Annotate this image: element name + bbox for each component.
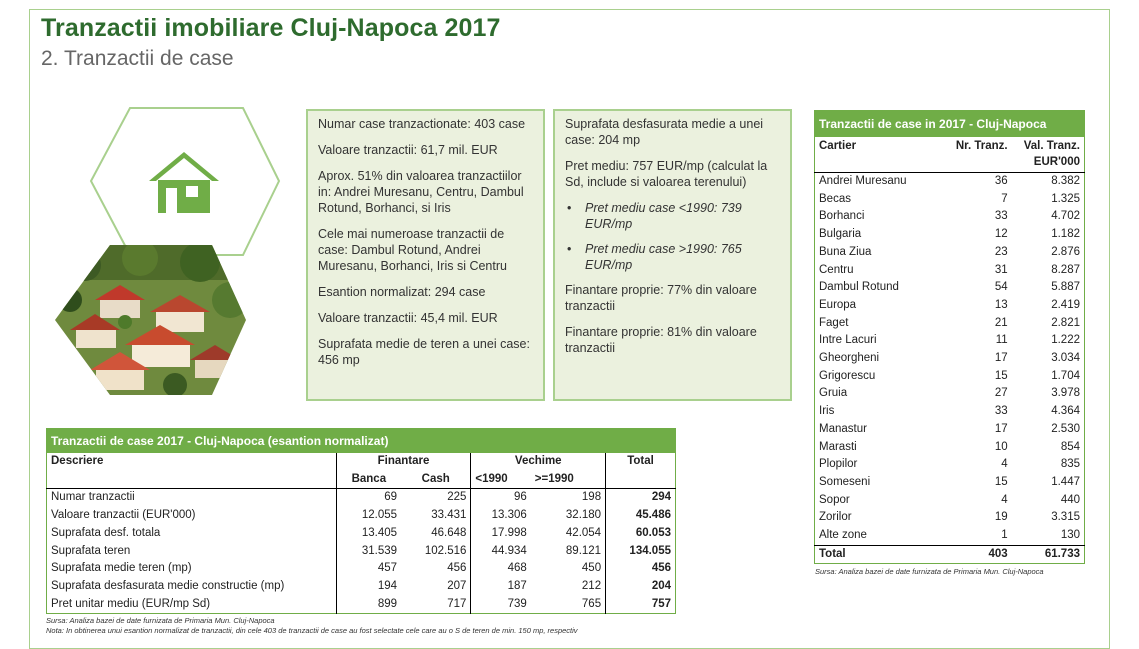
cell-lt1990: 96 xyxy=(471,489,531,507)
table-row xyxy=(47,489,676,507)
cell-cartier: Dambul Rotund xyxy=(819,281,899,294)
cell-total: 204 xyxy=(606,578,676,596)
summary-line: Suprafata desfasurata medie a unei case: 204 mp xyxy=(565,117,764,147)
table-row xyxy=(815,332,1085,350)
bullet-item: • Pret mediu case >1990: 765 EUR/mp xyxy=(565,241,780,273)
bullet-item: • Pret mediu case <1990: 739 EUR/mp xyxy=(565,200,780,232)
cell-nr-tranz: 15 xyxy=(994,369,1008,382)
cell-val-tranz: 854 xyxy=(1060,440,1080,453)
cell-ge1990: 212 xyxy=(581,579,602,592)
summary-box-right xyxy=(553,109,792,401)
cell-cartier: Gheorgheni xyxy=(819,352,880,365)
col-header-finantare: Finantare xyxy=(336,453,471,471)
cell-banca: 899 xyxy=(336,596,401,614)
cell-ge1990: 450 xyxy=(581,562,602,575)
cell-nr-tranz: 17 xyxy=(994,352,1008,365)
cell-val-tranz: 3.034 xyxy=(1051,352,1080,365)
table-row xyxy=(815,279,1085,297)
col-header-lt1990: <1990 xyxy=(471,471,531,489)
cell-cash: 225 xyxy=(447,491,467,504)
table-row xyxy=(815,208,1085,226)
cell-total: 45.486 xyxy=(606,507,676,525)
row-description: Suprafata desfasurata medie constructie (mp) xyxy=(51,579,285,592)
cell-val-tranz: 2.530 xyxy=(1051,422,1080,435)
cell-cartier: Zorilor xyxy=(819,511,852,524)
cell-val-tranz: 1.182 xyxy=(1051,228,1080,241)
cell-cash: 102.516 xyxy=(424,544,467,557)
table-row xyxy=(815,350,1085,368)
total-nr: 403 xyxy=(944,545,1012,564)
cell-lt1990: 13.306 xyxy=(471,507,531,525)
cell-val-tranz: 5.887 xyxy=(1051,281,1080,294)
table-row xyxy=(47,560,676,578)
cell-val-tranz: 1.222 xyxy=(1051,334,1080,347)
table-row xyxy=(815,173,1085,191)
cell-nr-tranz: 15 xyxy=(994,475,1008,488)
cell-val-tranz: 3.315 xyxy=(1051,511,1080,524)
total-value: 61.733 xyxy=(1012,545,1085,564)
cell-banca: 194 xyxy=(336,578,401,596)
col-header-total: Total xyxy=(606,453,676,471)
page-subtitle: 2. Tranzactii de case xyxy=(41,47,234,70)
cell-cartier: Marasti xyxy=(819,440,857,453)
cell-val-tranz: 1.447 xyxy=(1051,475,1080,488)
cell-total: 757 xyxy=(606,596,676,614)
cell-banca: 457 xyxy=(336,560,401,578)
col-header-banca: Banca xyxy=(336,471,401,489)
cell-cash: 456 xyxy=(447,562,467,575)
cell-cash: 33.431 xyxy=(431,509,467,522)
table-title-row xyxy=(815,111,1085,138)
table-total-row xyxy=(815,545,1085,564)
cell-nr-tranz: 11 xyxy=(995,334,1008,347)
table-row xyxy=(815,191,1085,209)
table-row xyxy=(815,474,1085,492)
cell-banca: 13.405 xyxy=(336,525,401,543)
table-row xyxy=(815,315,1085,333)
cell-cartier: Buna Ziua xyxy=(819,245,872,258)
cell-banca: 12.055 xyxy=(336,507,401,525)
table-title: Tranzactii de case 2017 - Cluj-Napoca (esantion normalizat) xyxy=(47,429,676,454)
col-header-val-line1: Val. Tranz. xyxy=(1023,140,1080,152)
cell-cartier: Manastur xyxy=(819,422,867,435)
table-row xyxy=(47,596,676,614)
cell-total: 294 xyxy=(606,489,676,507)
cell-nr-tranz: 33 xyxy=(994,405,1008,418)
row-description: Suprafata teren xyxy=(51,544,131,557)
cell-cartier: Grigorescu xyxy=(819,369,876,382)
hexagon-graphics xyxy=(0,0,300,400)
cell-lt1990: 739 xyxy=(471,596,531,614)
cell-lt1990: 468 xyxy=(471,560,531,578)
cell-total: 60.053 xyxy=(606,525,676,543)
cell-lt1990: 17.998 xyxy=(471,525,531,543)
cell-cartier: Plopilor xyxy=(819,458,858,471)
table-row xyxy=(47,578,676,596)
cell-nr-tranz: 12 xyxy=(994,228,1008,241)
summary-line: Suprafata medie de teren a unei case: 456 mp xyxy=(318,337,530,367)
table-row xyxy=(47,507,676,525)
cell-cartier: Borhanci xyxy=(819,210,865,223)
col-header-ge1990: >=1990 xyxy=(531,471,606,489)
cell-nr-tranz: 4 xyxy=(1001,458,1008,471)
table-header-row xyxy=(815,137,1085,173)
table-row xyxy=(815,421,1085,439)
cell-ge1990: 765 xyxy=(581,597,602,610)
cell-val-tranz: 2.876 xyxy=(1051,245,1080,258)
col-header-nr-tranz: Nr. Tranz. xyxy=(944,137,1012,173)
summary-line: Numar case tranzactionate: 403 case xyxy=(318,117,526,131)
total-label: Total xyxy=(815,545,944,564)
cell-nr-tranz: 36 xyxy=(994,175,1008,187)
cell-cartier: Gruia xyxy=(819,387,848,400)
cell-nr-tranz: 21 xyxy=(994,316,1008,329)
table-row xyxy=(815,456,1085,474)
cell-lt1990: 187 xyxy=(471,578,531,596)
col-header-val-line2: EUR'000 xyxy=(1033,156,1080,168)
row-description: Pret unitar mediu (EUR/mp Sd) xyxy=(51,597,211,610)
summary-line: Aprox. 51% din valoarea tranzactiilor in: Andrei Muresanu, Centru, Dambul Rotund, Borhanci, si Iris xyxy=(318,169,524,215)
cell-cash: 46.648 xyxy=(431,526,467,539)
cell-cartier: Andrei Muresanu xyxy=(819,175,907,187)
cell-val-tranz: 2.821 xyxy=(1051,316,1080,329)
summary-line: Finantare proprie: 77% din valoare tranzactii xyxy=(565,283,757,313)
cell-cash: 717 xyxy=(447,597,467,610)
table-body xyxy=(815,173,1085,546)
summary-line: Pret mediu: 757 EUR/mp (calculat la Sd, include si valoarea terenului) xyxy=(565,159,768,189)
cell-banca: 31.539 xyxy=(336,543,401,561)
cell-total: 134.055 xyxy=(606,543,676,561)
cell-ge1990: 32.180 xyxy=(565,509,602,522)
summary-line: Finantare proprie: 81% din valoare tranzactii xyxy=(565,325,757,355)
cell-cartier: Alte zone xyxy=(819,529,867,542)
summary-line: Valoare tranzactii: 61,7 mil. EUR xyxy=(318,143,498,157)
col-header-val-tranz xyxy=(1012,137,1085,173)
cell-val-tranz: 8.382 xyxy=(1051,175,1080,187)
table-header-row xyxy=(47,453,676,471)
table-title: Tranzactii de case in 2017 - Cluj-Napoca xyxy=(815,111,1085,138)
table-row xyxy=(815,403,1085,421)
cell-val-tranz: 835 xyxy=(1060,458,1080,471)
table-row xyxy=(815,492,1085,510)
empty-cell xyxy=(606,471,676,489)
cell-cartier: Someseni xyxy=(819,475,871,488)
row-description: Valoare tranzactii (EUR'000) xyxy=(51,509,196,522)
cell-ge1990: 89.121 xyxy=(565,544,602,557)
cell-nr-tranz: 10 xyxy=(994,440,1008,453)
cell-cartier: Iris xyxy=(819,405,835,418)
summary-line: Valoare tranzactii: 45,4 mil. EUR xyxy=(318,311,498,325)
cell-val-tranz: 4.364 xyxy=(1051,405,1080,418)
cell-val-tranz: 130 xyxy=(1060,529,1080,542)
cell-cartier: Bulgaria xyxy=(819,228,862,241)
cell-nr-tranz: 4 xyxy=(1001,493,1008,506)
cell-nr-tranz: 13 xyxy=(994,298,1008,311)
table-source: Sursa: Analiza bazei de date furnizata de Primaria Mun. Cluj-Napoca xyxy=(46,616,275,625)
cell-nr-tranz: 27 xyxy=(994,387,1008,400)
cell-val-tranz: 1.325 xyxy=(1051,192,1080,205)
cell-val-tranz: 1.704 xyxy=(1051,369,1080,382)
summary-line: Cele mai numeroase tranzactii de case: Dambul Rotund, Andrei Muresanu, Borhanci, Iris si Centru xyxy=(318,227,507,273)
cell-cartier: Faget xyxy=(819,316,849,329)
row-description: Suprafata medie teren (mp) xyxy=(51,562,192,575)
cell-val-tranz: 440 xyxy=(1060,493,1080,506)
cell-val-tranz: 8.287 xyxy=(1051,263,1080,276)
cell-total: 456 xyxy=(606,560,676,578)
table-row xyxy=(815,297,1085,315)
cell-val-tranz: 3.978 xyxy=(1051,387,1080,400)
summary-box-left xyxy=(306,109,545,401)
table-row xyxy=(47,525,676,543)
cell-nr-tranz: 7 xyxy=(1001,192,1008,205)
table-row xyxy=(47,543,676,561)
col-header-cash: Cash xyxy=(401,471,471,489)
table-row xyxy=(815,439,1085,457)
table-note: Nota: In obtinerea unui esantion normalizat de tranzactii, din cele 403 de tranzactii de case au fost selectate cele care au o S de teren de min. 150 mp, respectiv xyxy=(46,626,578,635)
cell-nr-tranz: 54 xyxy=(994,281,1008,294)
cell-cartier: Intre Lacuri xyxy=(819,334,877,347)
col-header-vechime: Vechime xyxy=(471,453,606,471)
cell-nr-tranz: 23 xyxy=(994,245,1008,258)
table-row xyxy=(815,244,1085,262)
table-row xyxy=(815,262,1085,280)
cell-nr-tranz: 19 xyxy=(994,511,1008,524)
table-row xyxy=(815,385,1085,403)
normalized-sample-table xyxy=(46,428,676,614)
neighborhood-photo xyxy=(50,240,250,400)
summary-line: Esantion normalizat: 294 case xyxy=(318,285,486,299)
page-title: Tranzactii imobiliare Cluj-Napoca 2017 xyxy=(41,14,501,42)
cell-nr-tranz: 17 xyxy=(994,422,1008,435)
table-row xyxy=(815,226,1085,244)
cell-lt1990: 44.934 xyxy=(471,543,531,561)
cell-cash: 207 xyxy=(447,579,467,592)
table-title-row xyxy=(47,429,676,454)
row-description: Numar tranzactii xyxy=(51,491,135,504)
cell-nr-tranz: 31 xyxy=(994,263,1008,276)
table-row xyxy=(815,509,1085,527)
cell-cartier: Europa xyxy=(819,298,857,311)
cell-cartier: Centru xyxy=(819,263,854,276)
cell-ge1990: 42.054 xyxy=(565,526,602,539)
cell-val-tranz: 2.419 xyxy=(1051,298,1080,311)
cell-cartier: Sopor xyxy=(819,493,850,506)
row-description: Suprafata desf. totala xyxy=(51,526,161,539)
cell-banca: 69 xyxy=(336,489,401,507)
cell-val-tranz: 4.702 xyxy=(1051,210,1080,223)
cell-cartier: Becas xyxy=(819,192,851,205)
neighborhood-table xyxy=(814,110,1085,564)
table-row xyxy=(815,527,1085,545)
cell-nr-tranz: 1 xyxy=(1001,529,1008,542)
col-header-cartier: Cartier xyxy=(815,137,944,173)
table-source: Sursa: Analiza bazei de date furnizata de Primaria Mun. Cluj-Napoca xyxy=(815,567,1044,576)
col-header-descriere: Descriere xyxy=(47,453,337,489)
table-body xyxy=(47,489,676,614)
cell-nr-tranz: 33 xyxy=(994,210,1008,223)
table-row xyxy=(815,368,1085,386)
cell-ge1990: 198 xyxy=(581,491,602,504)
